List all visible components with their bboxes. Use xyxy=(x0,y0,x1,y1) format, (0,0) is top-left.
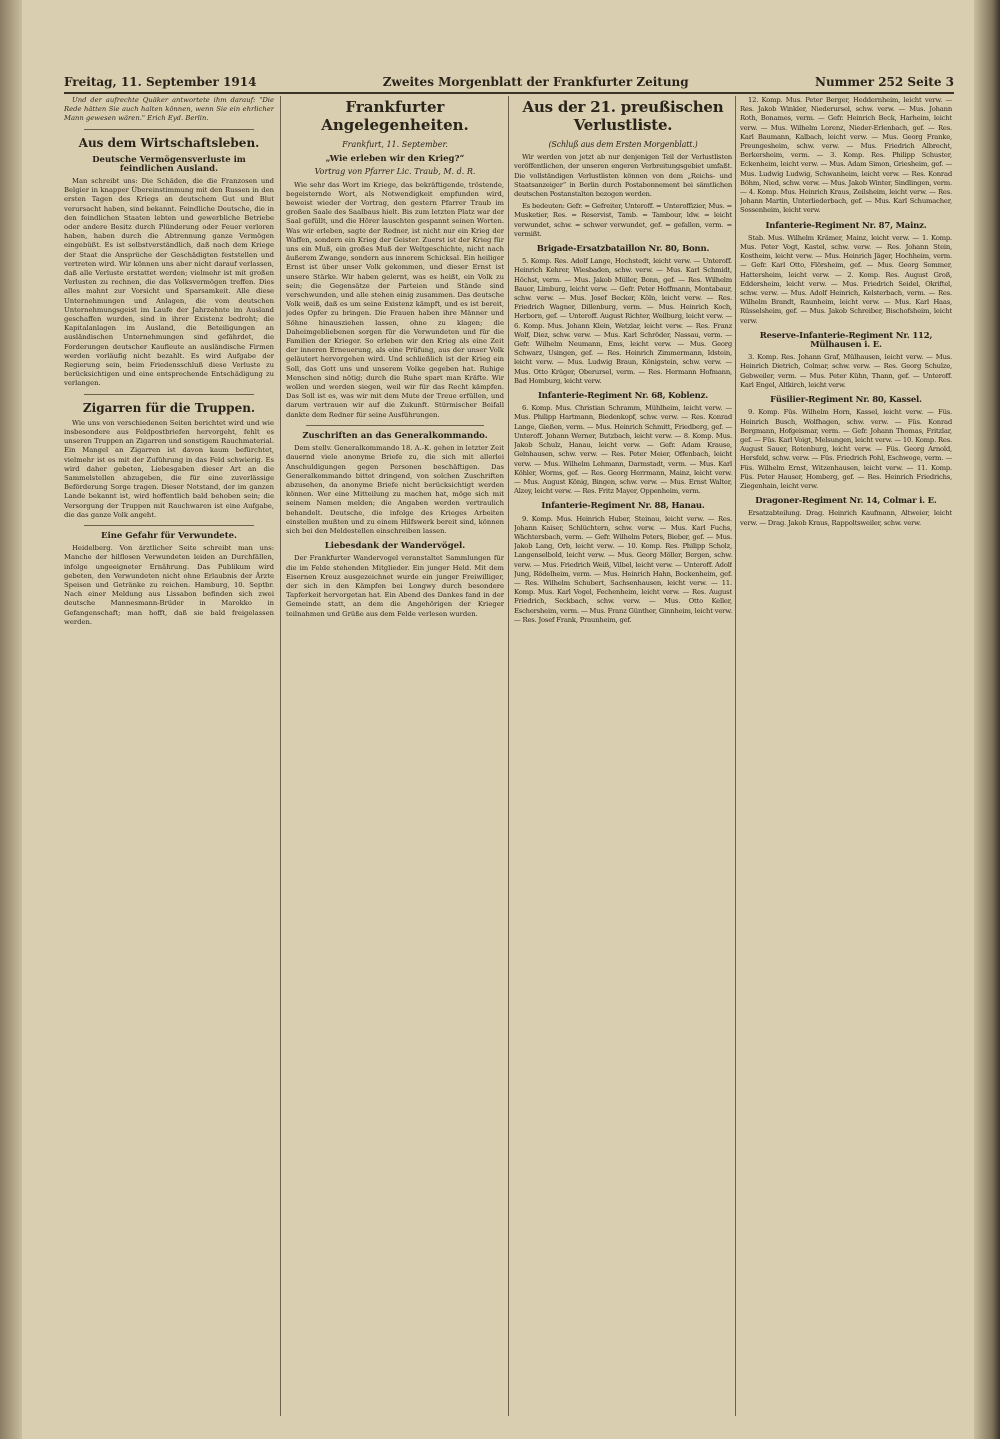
casualty-list: 12. Komp. Mus. Peter Berger, Heddernheim, leicht verw. — Res. Jakob Winkler, Niederursel, schw. verw. — Mus. Johann Roth, Bonames, verm. — Gefr. Heinrich Beck, Harheim, leicht verw. — Mus. Wilhelm Lorenz, Nieder-Erlenbach, gef. — Res. Karl Baumann, Kalbach, leicht verw. — Mus. Georg Franke, Preungesheim, schw. verw. — Mus. Friedrich Albrecht, Berkersheim, verm. — 3. Komp. Res. Philipp Schuster, Eckenheim, leicht verw. — Mus. Adam Simon, Griesheim, gef. — Mus. Ludwig Ludwig, Schwanheim, leicht verw. — Res. Konrad Böhm, Nied, schw. verw. — Mus. Jakob Winter, Sindlingen, verm. — 4. Komp. Mus. Heinrich Kraus, Zeilsheim, leicht verw. — Res. Johann Martin, Unterliederbach, gef. — Mus. Karl Schumacher, Sossenheim, leicht verw. xyxy=(740,96,952,215)
section-title-verlustliste: Aus der 21. preußischen Verlustliste. xyxy=(522,98,724,134)
page-edge xyxy=(974,0,1000,1439)
section-title-gefahr: Eine Gefahr für Verwundete. xyxy=(101,530,237,541)
regiment-heading: Reserve-Infanterie-Regiment Nr. 112, Mülhausen i. E. xyxy=(759,330,933,351)
column-4 xyxy=(740,96,952,1426)
section-title-wandervoegel: Liebesdank der Wandervögel. xyxy=(324,541,466,552)
casualty-list: 3. Komp. Res. Johann Graf, Mülhausen, leicht verw. — Mus. Heinrich Dietrich, Colmar, schw. verw. — Res. Georg Schulze, Gebweiler, verm. — Mus. Peter Kühn, Thann, gef. — Unteroff. Karl Engel, Altkirch, leicht verw. xyxy=(740,353,952,389)
section-title-generalkommando: Zuschriften an das Generalkommando. xyxy=(302,430,488,441)
article-body-zigarren: Wie uns von verschiedenen Seiten berichtet wird und wie insbesondere aus Feldpostbriefen hervorgeht, fehlt es unseren Truppen an Zigarren und sonstigem Rauchmaterial. Ein Mangel an Zigarren ist davon kaum befürchtet, vielmehr ist es mit der Zuführung in das Feld schwierig. Es wird daher gebeten, Liebesgaben dieser Art an die Sammelstellen abzugeben, die für eine zuverlässige Beförderung Sorge tragen. Dieser Notstand, der im ganzen Lande bekannt ist, wird hoffentlich bald behoben sein; die Versorgung der Truppen mit Rauchwaren ist eine Aufgabe, die das ganze Volk angeht. xyxy=(64,418,274,519)
casualty-list: 5. Komp. Res. Adolf Lange, Hochstedt, leicht verw. — Unteroff. Heinrich Kehrer, Wiesbaden, schw. verw. — Mus. Karl Schmidt, Höchst, verm. — Mus. Jakob Müller, Bonn, gef. — Res. Wilhelm Bauer, Limburg, leicht verw. — Gefr. Peter Hoffmann, Montabaur, schw. verw. — Mus. Josef Becker, Köln, leicht verw. — Res. Friedrich Wagner, Dillenburg, verm. — Mus. Heinrich Koch, Herborn, gef. — Unteroff. August Richter, Weilburg, leicht verw. — 6. Komp. Mus. Johann Klein, Wetzlar, leicht verw. — Res. Franz Wolf, Diez, schw. verw. — Mus. Karl Schröder, Nassau, verm. — Gefr. Wilhelm Neumann, Ems, leicht verw. — Mus. Georg Schwarz, Usingen, gef. — Res. Heinrich Zimmermann, Idstein, leicht verw. — Mus. Ludwig Braun, Königstein, schw. verw. — Mus. Otto Krüger, Oberursel, verm. — Res. Hermann Hofmann, Bad Homburg, leicht verw. xyxy=(514,257,732,385)
regiment-heading: Dragoner-Regiment Nr. 14, Colmar i. E. xyxy=(755,496,937,507)
article-body-generalkommando: Dem stellv. Generalkommando 18. A.-K. gehen in letzter Zeit dauernd viele anonyme Briefe zu, die sich mit allerlei Anschuldigungen gegen Personen beschäftigen. Das Generalkommando bittet dringend, von solchen Zuschriften abzusehen, da anonyme Briefe nicht berücksichtigt werden können. Wer eine Mitteilung zu machen hat, möge sich mit seinem Namen melden; die Angaben werden vertraulich behandelt. Deutsche, die infolge des Krieges Arbeiten einstellen mußten und zu einem Hilfswerk bereit sind, können sich bei den Meldestellen einschreiben lassen. xyxy=(286,444,504,535)
regiment-heading: Infanterie-Regiment Nr. 88, Hanau. xyxy=(541,501,705,512)
casualty-list: Ersatzabteilung. Drag. Heinrich Kaufmann, Altweier, leicht verw. — Drag. Jakob Kraus, Rappoltsweiler, schw. verw. xyxy=(740,509,952,527)
casualty-list: 6. Komp. Mus. Christian Schramm, Mühlheim, leicht verw. — Mus. Philipp Hartmann, Biedenkopf, schw. verw. — Res. Konrad Lange, Gießen, verm. — Mus. Heinrich Schmitt, Friedberg, gef. — Unteroff. Johann Werner, Butzbach, leicht verw. — 8. Komp. Mus. Jakob Schulz, Hanau, leicht verw. — Gefr. Adam Krause, Gelnhausen, schw. verw. — Res. Peter Meier, Offenbach, leicht verw. — Mus. Wilhelm Lehmann, Darmstadt, verm. — Mus. Karl Köhler, Worms, gef. — Res. Georg Herrmann, Mainz, leicht verw. — Mus. August König, Bingen, schw. verw. — Mus. Ernst Walter, Alzey, leicht verw. — Res. Fritz Mayer, Oppenheim, verm. xyxy=(514,404,732,496)
regiment-heading: Füsilier-Regiment Nr. 80, Kassel. xyxy=(770,395,922,406)
column-3 xyxy=(514,96,732,1426)
page-header xyxy=(64,72,954,94)
dateline: Frankfurt, 11. September. xyxy=(342,140,448,149)
column-2 xyxy=(286,96,504,1426)
divider xyxy=(84,525,254,526)
lecture-subtitle: Vortrag von Pfarrer Lic. Traub, M. d. R. xyxy=(314,167,476,177)
regiment-heading: Infanterie-Regiment Nr. 68, Koblenz. xyxy=(538,391,708,402)
article-body-vermoegensverluste: Man schreibt uns: Die Schäden, die die Franzosen und Belgier in knapper Übereinstimmung mit den Russen in den ersten Tagen des Kriegs an deutschem Gut und Blut verursacht haben, sind bekannt. Feindliche Deutsche, die in den feindlichen Staaten lebten und gewerbliche Betriebe oder andere Besitz durch Plünderung oder Feuer verloren haben, haben durch die Abtrennung ganze Vermögen eingebüßt. Es ist selbstverständlich, daß nach dem Kriege der Staat die Ansprüche der Geschädigten feststellen und vertreten wird. Wir können uns aber nicht darauf verlassen, daß alle Verluste erstattet werden; vielmehr ist mit großen Verlusten zu rechnen, die das Volksvermögen treffen. Dies alles mahnt zur Vorsicht und Sparsamkeit. Alle diese Unternehmungen und Anlagen, die vom deutschen Unternehmungsgeist im Laufe der Jahrzehnte im Ausland geschaffen wurden, sind in ihrer Existenz bedroht; die Kapitalanlagen im Ausland, die Beteiligungen an ausländischen Unternehmungen sind gefährdet, die Forderungen deutscher Kaufleute an ausländische Firmen werden vorläufig nicht bezahlt. Es wird Aufgabe der Regierung sein, beim Friedensschluß diese Verluste zu berücksichtigen und eine entsprechende Entschädigung zu verlangen. xyxy=(64,177,274,388)
casualty-list: Stab. Mus. Wilhelm Krämer, Mainz, leicht verw. — 1. Komp. Mus. Peter Vogt, Kastel, schw. verw. — Res. Johann Stein, Kostheim, leicht verw. — Mus. Heinrich Jäger, Hochheim, verm. — Gefr. Karl Otto, Flörsheim, gef. — Mus. Georg Sommer, Hattersheim, leicht verw. — 2. Komp. Res. August Groß, Eddersheim, leicht verw. — Mus. Friedrich Seidel, Okriftel, schw. verw. — Mus. Adolf Heinrich, Kelsterbach, verm. — Res. Wilhelm Brandt, Raunheim, leicht verw. — Mus. Karl Haas, Rüsselsheim, gef. — Mus. Jakob Schreiber, Bischofsheim, leicht verw. xyxy=(740,233,952,325)
verlustliste-intro: Wir werden von jetzt ab nur denjenigen Teil der Verlustlisten veröffentlichen, der unseren engeren Verbreitungsgebiet umfaßt. Die vollständigen Verlustlisten können von dem „Reichs- und Staatsanzeiger“ in Berlin durch Postabonnement bei sämtlichen deutschen Postanstalten bezogen werden. xyxy=(514,153,732,199)
binding-spine xyxy=(0,0,22,1439)
divider xyxy=(306,425,484,426)
column-rule xyxy=(508,96,509,1416)
header-issue: Nummer 252 Seite 3 xyxy=(814,75,954,89)
article-body-wandervoegel: Der Frankfurter Wandervogel veranstaltet Sammlungen für die im Felde stehenden Mitglieder. Ein junger Held. Mit dem Eisernen Kreuz ausgezeichnet wurde ein junger Freiwilliger, der sich in den Kämpfen bei Longwy durch besondere Tapferkeit hervorgetan hat. Ein Abend des Dankes fand in der Gemeinde statt, an dem die Angehörigen der Krieger teilnahmen und Grüße aus dem Felde verlesen wurden. xyxy=(286,554,504,618)
divider xyxy=(84,394,254,395)
divider xyxy=(84,129,254,130)
section-title-frankfurt: Frankfurter Angelegenheiten. xyxy=(321,98,469,134)
verlustliste-subtitle: (Schluß aus dem Ersten Morgenblatt.) xyxy=(548,140,698,149)
abbreviations: Es bedeuten: Gefr. = Gefreiter, Unteroff. = Unteroffizier, Mus. = Musketier, Res. = Reservist, Tamb. = Tambour, ldw. = leicht verwundet, schw. = schwer verwundet, gef. = gefallen, verm. = vermißt. xyxy=(514,202,732,238)
column-1 xyxy=(64,96,274,1426)
regiment-heading: Infanterie-Regiment Nr. 87, Mainz. xyxy=(765,220,927,231)
column-rule xyxy=(735,96,736,1416)
intro-text: Und der aufrechte Quäker antwortete ihm darauf: "Die Rede hätten Sie auch halten können, wenn Sie ein ehrlicher Mann gewesen wären." Erich Eyd. Berlin. xyxy=(64,96,274,123)
section-title-wirtschaft: Aus dem Wirtschaftsleben. xyxy=(78,135,260,150)
regiment-heading: Brigade-Ersatzbataillon Nr. 80, Bonn. xyxy=(536,244,710,255)
header-date: Freitag, 11. September 1914 xyxy=(64,75,257,89)
article-body-gefahr: Heidelberg. Von ärztlicher Seite schreibt man uns: Manche der hilflosen Verwundeten leiden an Durchfällen, infolge ungeeigneter Ernährung. Das Publikum wird gebeten, den Verwundeten nicht ohne Erlaubnis der Ärzte Speisen und Getränke zu reichen. Hamburg, 10. Septbr. Nach einer Meldung aus Lissabon befinden sich zwei deutsche Mannesmann-Brüder in Marokko in Gefangenschaft; man hofft, daß sie bald freigelassen werden. xyxy=(64,544,274,626)
article-title-vermoegensverluste: Deutsche Vermögensverluste im feindlichen Ausland. xyxy=(92,154,246,174)
section-title-zigarren: Zigarren für die Truppen. xyxy=(82,400,256,415)
casualty-list: 9. Komp. Füs. Wilhelm Horn, Kassel, leicht verw. — Füs. Heinrich Busch, Wolfhagen, schw. verw. — Füs. Konrad Bergmann, Hofgeismar, verm. — Gefr. Johann Thomas, Fritzlar, gef. — Füs. Karl Voigt, Melsungen, leicht verw. — 10. Komp. Res. August Sauer, Rotenburg, leicht verw. — Füs. Georg Arnold, Hersfeld, schw. verw. — Füs. Friedrich Pohl, Eschwege, verm. — Füs. Wilhelm Ernst, Witzenhausen, leicht verw. — 11. Komp. Füs. Peter Hauser, Homberg, gef. — Res. Heinrich Friedrichs, Ziegenhain, leicht verw. xyxy=(740,408,952,490)
column-rule xyxy=(280,96,281,1416)
lecture-body: Wie sehr das Wort im Kriege, das bekräftigende, tröstende, begeisternde Wort, als Notwendigkeit empfunden wird, beweist wieder der Vortrag, den gestern Pfarrer Traub im großen Saale des Saalbaus hielt. Bis zum letzten Platz war der Saal gefüllt, und die Hörer lauschten gespannt seinen Worten. Was wir erleben, sagte der Redner, ist nicht nur ein Krieg der Waffen, sondern ein Krieg der Geister. Zuerst ist der Krieg für uns ein Muß, ein großes Muß der Weltgeschichte, nicht nach äußerem Zwange, sondern aus innerem Schicksal. Ein heiliger Ernst ist über unser Volk gekommen, und dieser Ernst ist unsere Stärke. Wir haben gelernt, was es heißt, ein Volk zu sein; die Gegensätze der Parteien und Stände sind verschwunden, und alle stehen einig zusammen. Das deutsche Volk weiß, daß es um seine Existenz kämpft, und es ist bereit, jedes Opfer zu bringen. Die Frauen haben ihre Männer und Söhne hinausziehen lassen, ohne zu klagen; die Daheimgebliebenen sorgen für die Verwundeten und für die Familien der Krieger. So erleben wir den Krieg als eine Zeit der inneren Erneuerung, als eine Prüfung, aus der unser Volk geläutert hervorgehen wird. Und schließlich ist der Krieg ein Soll, das Gott uns und unserem Volke gegeben hat. Ruhige Menschen sind nötig; durch die Ruhe spart man Kräfte. Wir wollen und werden siegen, weil wir für das Recht kämpfen. Das Soll ist es, was wir mit dem Mute der Treue erfüllen, und darum vertrauen wir auf die Zukunft. Stürmischer Beifall dankte dem Redner für seine Ausführungen. xyxy=(286,180,504,419)
casualty-list: 9. Komp. Mus. Heinrich Huber, Steinau, leicht verw. — Res. Johann Kaiser, Schlüchtern, schw. verw. — Mus. Karl Fuchs, Wächtersbach, verm. — Gefr. Wilhelm Peters, Bieber, gef. — Mus. Jakob Lang, Orb, leicht verw. — 10. Komp. Res. Philipp Scholz, Langenselbold, leicht verw. — Mus. Georg Möller, Bergen, schw. verw. — Mus. Friedrich Weiß, Vilbel, leicht verw. — Unteroff. Adolf Jung, Rödelheim, verm. — Mus. Heinrich Hahn, Bockenheim, gef. — Res. Wilhelm Schubert, Sachsenhausen, leicht verw. — 11. Komp. Mus. Karl Vogel, Fechenheim, leicht verw. — Res. August Friedrich, Seckbach, schw. verw. — Mus. Otto Keller, Eschersheim, verm. — Mus. Franz Günther, Ginnheim, leicht verw. — Res. Josef Frank, Praunheim, gef. xyxy=(514,514,732,624)
header-masthead: Zweites Morgenblatt der Frankfurter Zeitung xyxy=(382,75,689,89)
lecture-title: „Wie erleben wir den Krieg?“ xyxy=(325,154,465,165)
